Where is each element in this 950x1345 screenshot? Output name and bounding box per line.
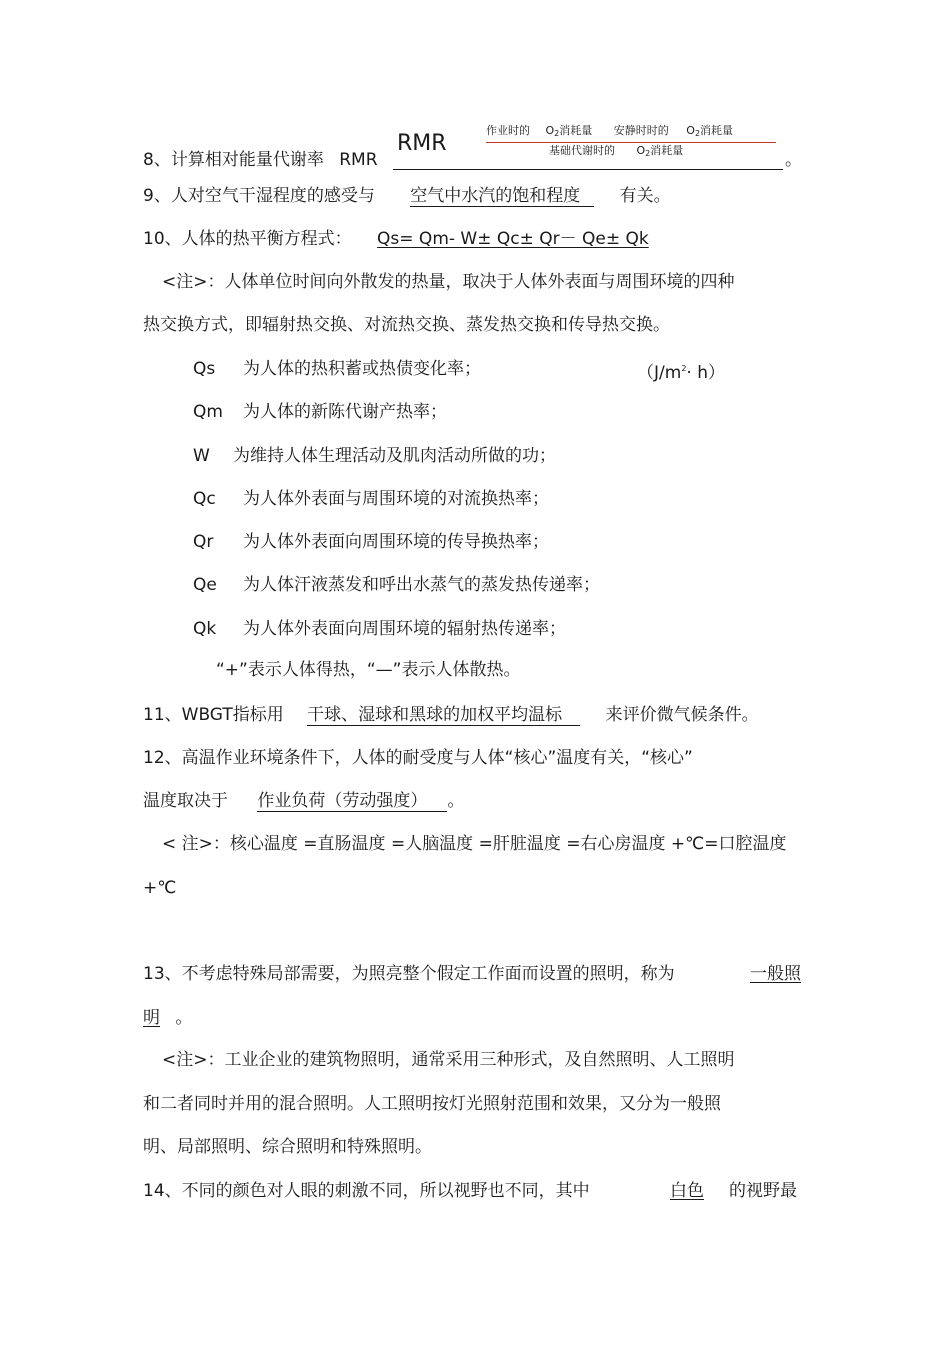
q10-unit-pre: （J/m: [637, 363, 682, 383]
def-row-w: [193, 446, 556, 466]
q8-rmr-label: RMR: [339, 150, 378, 170]
q13-note-1: <注>：工业企业的建筑物照明，通常采用三种形式，及自然照明、人工照明: [162, 1050, 735, 1070]
q12-line-2: [143, 791, 464, 812]
def-symbol: Qr: [193, 532, 214, 552]
q8-num-text-4: 消耗量: [700, 124, 734, 137]
q10-line: [143, 229, 649, 249]
q11-suffix: 来评价微气候条件。: [605, 705, 759, 725]
q8-den-text-2: 消耗量: [650, 144, 684, 157]
q10-prefix: 10、人体的热平衡方程式：: [143, 229, 352, 249]
q10-formula: Qs= Qm- W± Qc± Qr－ Qe± Qk: [377, 229, 649, 249]
q11-line: [143, 705, 759, 726]
def-row-qk: [193, 619, 566, 639]
q13-note-2: 和二者同时并用的混合照明。人工照明按灯光照射范围和效果，又分为一般照: [143, 1094, 721, 1114]
q12-note-1: < 注>：核心温度 =直肠温度 =人脑温度 =肝脏温度 =右心房温度 +℃=口腔温度: [162, 834, 787, 854]
q11-prefix: 11、WBGT指标用: [143, 705, 284, 725]
q12-prefix: 温度取决于: [143, 791, 228, 811]
def-row-qe: [193, 575, 600, 595]
q8-line: [143, 150, 378, 170]
q10-note-2: 热交换方式，即辐射热交换、对流热交换、蒸发热交换和传导热交换。: [143, 315, 670, 335]
q10-note-1: <注>：人体单位时间向外散发的热量，取决于人体外表面与周围环境的四种: [162, 272, 735, 292]
q14-prefix: 14、不同的颜色对人眼的刺激不同，所以视野也不同，其中: [143, 1181, 590, 1201]
q8-num-sub-a: 2: [554, 129, 560, 138]
def-row-qc: [193, 489, 549, 509]
def-text: 为人体的新陈代谢产热率；: [243, 402, 447, 422]
q8-answer-blank: [393, 150, 783, 170]
def-text: 为人体的热积蓄或热债变化率；: [243, 359, 481, 379]
q12-answer: 作业负荷（劳动强度）: [257, 791, 428, 811]
q8-end: 。: [785, 150, 802, 170]
def-row-qr: [193, 532, 549, 552]
q14-suffix: 的视野最: [729, 1181, 797, 1201]
q9-prefix: 9、人对空气干湿程度的感受与: [143, 186, 375, 206]
def-symbol: Qs: [193, 359, 216, 379]
q8-prefix: 8、计算相对能量代谢率: [143, 150, 324, 170]
def-symbol: W: [193, 446, 210, 466]
q8-fraction-bar: [486, 142, 776, 143]
q13-line-2: [143, 1008, 192, 1028]
def-row-qm: [193, 402, 447, 422]
def-text: 为人体外表面向周围环境的传导换热率；: [243, 532, 549, 552]
def-text: 为人体汗液蒸发和呼出水蒸气的蒸发热传递率；: [243, 575, 600, 595]
q12-note-2: +℃: [143, 878, 177, 898]
q10-unit-post: · h）: [686, 363, 725, 383]
q11-answer: 干球、湿球和黑球的加权平均温标: [307, 705, 563, 725]
q13-answer-part-2: 明: [143, 1008, 160, 1028]
q13-suffix: 。: [175, 1008, 193, 1028]
q10-sign-note: “+”表示人体得热，“—”表示人体散热。: [216, 660, 521, 680]
q12-line-1: 12、高温作业环境条件下，人体的耐受度与人体“核心”温度有关，“核心”: [143, 748, 693, 768]
q8-den-o2: O: [636, 144, 646, 157]
q8-rmr-symbol: RMR: [397, 131, 447, 156]
q8-num-text-2: 消耗量: [559, 124, 593, 137]
q10-unit-sup: 2: [681, 364, 687, 373]
q13-answer-part-1: 一般照: [750, 964, 801, 984]
q12-suffix: 。: [447, 791, 465, 811]
q8-den-text-1: 基础代谢时的: [549, 144, 615, 157]
q13-prefix: 13、不考虑特殊局部需要，为照亮整个假定工作面而设置的照明，称为: [143, 964, 675, 984]
q8-den-sub: 2: [645, 149, 651, 158]
q8-num-text-3: 安静时时的: [613, 124, 669, 137]
q9-answer: 空气中水汽的饱和程度: [410, 186, 581, 206]
q14-answer: 白色: [670, 1181, 704, 1201]
def-row-qs: [193, 359, 481, 379]
def-symbol: Qm: [193, 402, 223, 422]
q10-unit: [637, 359, 725, 383]
q8-num-o2-b: O: [686, 124, 695, 137]
q14-line: [143, 1181, 590, 1201]
q8-num-text-1: 作业时的: [486, 124, 530, 137]
def-symbol: Qe: [193, 575, 217, 595]
q9-suffix: 有关。: [619, 186, 671, 206]
q8-num-o2-a: O: [545, 124, 555, 137]
def-text: 为人体外表面与周围环境的对流换热率；: [243, 489, 549, 509]
def-text: 为人体外表面向周围环境的辐射热传递率；: [243, 619, 566, 639]
q9-line: [143, 186, 671, 207]
def-text: 为维持人体生理活动及肌肉活动所做的功；: [233, 446, 556, 466]
q8-num-sub-b: 2: [694, 129, 701, 138]
def-symbol: Qk: [193, 619, 217, 639]
q13-line-1: [143, 964, 675, 984]
def-symbol: Qc: [193, 489, 216, 509]
q8-numerator: [486, 124, 733, 141]
q13-note-3: 明、局部照明、综合照明和特殊照明。: [143, 1137, 432, 1157]
